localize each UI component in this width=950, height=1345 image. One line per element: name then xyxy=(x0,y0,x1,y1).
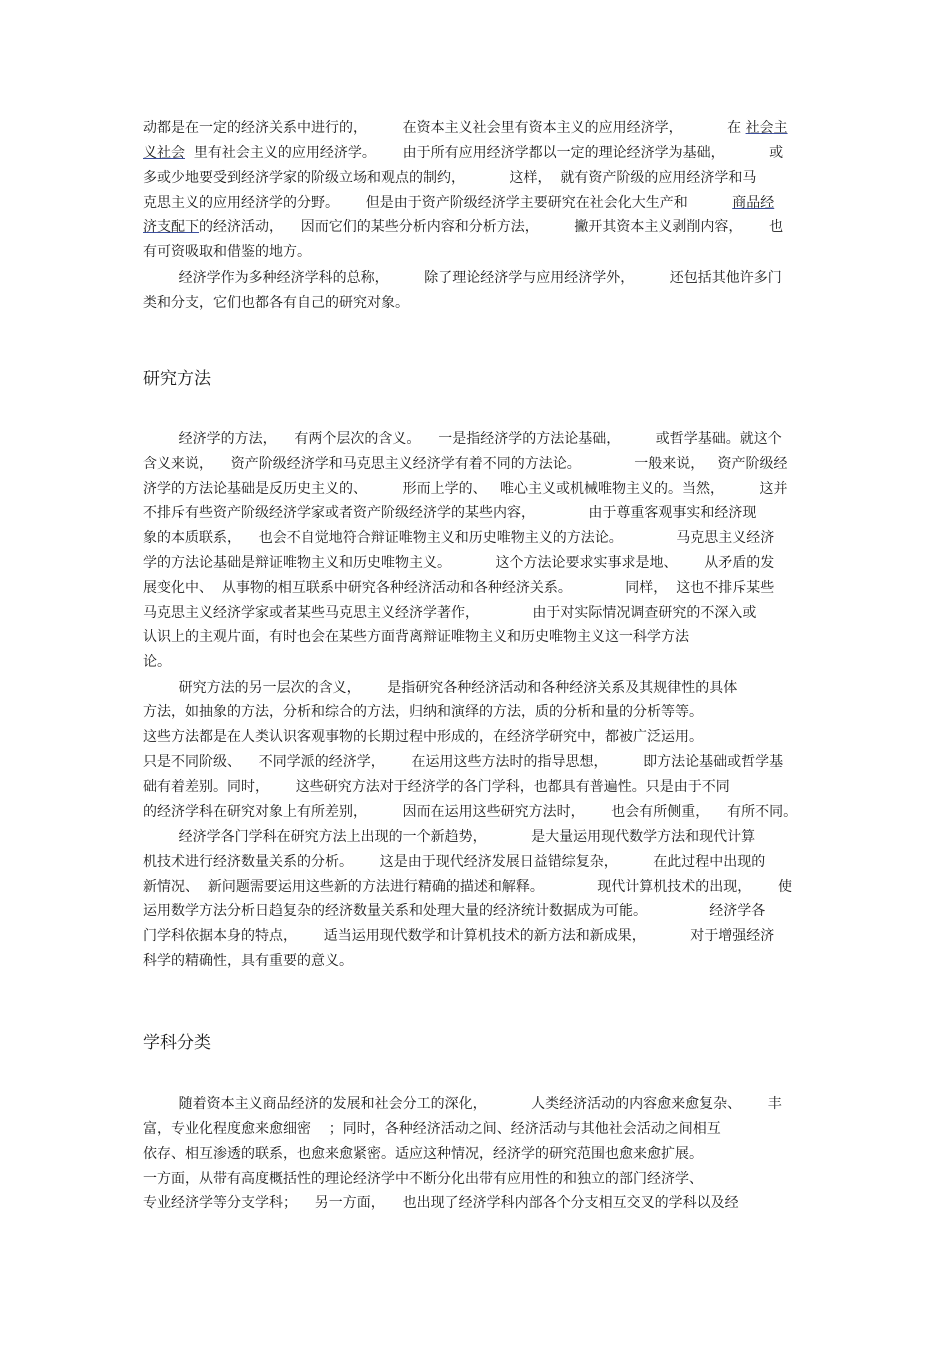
text-segment: 含义来说， 资产阶级经济学和马克思主义经济学有着不同的方法论。 一般来说， 资产阶级经 xyxy=(143,456,788,472)
text-line xyxy=(143,116,813,140)
text-segment: 认识上的主观片面，有时也会在某些方面背离辩证唯物主义和历史唯物主义这一科学方法 xyxy=(143,629,689,645)
text-line xyxy=(143,551,813,575)
text-segment: 的经济活动， 因而它们的某些分析内容和分析方法， 撇开其资本主义剥削内容， 也 xyxy=(199,219,784,235)
text-line xyxy=(143,1191,813,1215)
text-line xyxy=(143,924,813,948)
text-line xyxy=(143,899,813,923)
text-segment: 象的本质联系， 也会不自觉地符合辩证唯物主义和历史唯物主义的方法论。 马克思主义经济 xyxy=(143,530,775,546)
text-line xyxy=(143,725,813,749)
text-line xyxy=(143,850,813,874)
text-line xyxy=(143,875,813,899)
text-segment: 专业经济学等分支学科； 另一方面， 也出现了经济学科内部各个分支相互交叉的学科以及经 xyxy=(143,1195,739,1211)
text-line xyxy=(143,266,813,290)
text-segment: 经济学作为多种经济学科的总称， 除了理论经济学与应用经济学外， 还包括其他许多门 xyxy=(143,270,782,286)
hyperlink[interactable]: 社会主 xyxy=(745,120,788,136)
text-line xyxy=(143,141,813,165)
text-line xyxy=(143,775,813,799)
text-line xyxy=(143,1167,813,1191)
text-line xyxy=(143,526,813,550)
text-segment: 机技术进行经济数量关系的分析。 这是由于现代经济发展日益错综复杂， 在此过程中出现的 xyxy=(143,854,766,870)
text-line xyxy=(143,1142,813,1166)
section-heading-classification: 学科分类 xyxy=(143,1033,211,1053)
text-segment: 类和分支，它们也都各有自己的研究对象。 xyxy=(143,295,409,311)
text-segment: 学的方法论基础是辩证唯物主义和历史唯物主义。 这个方法论要求实事求是地、 从矛盾的发 xyxy=(143,555,775,571)
text-segment: 不排斥有些资产阶级经济学家或者资产阶级经济学的某些内容， 由于尊重客观事实和经济现 xyxy=(143,505,757,521)
text-line xyxy=(143,601,813,625)
text-line xyxy=(143,949,813,973)
text-segment: 一方面，从带有高度概括性的理论经济学中不断分化出带有应用性的和独立的部门经济学、 xyxy=(143,1171,703,1187)
text-segment: 论。 xyxy=(143,654,171,670)
text-segment: 础有着差别。同时， 这些研究方法对于经济学的各门学科，也都具有普遍性。只是由于不同 xyxy=(143,779,730,795)
hyperlink[interactable]: 义社会 xyxy=(143,145,185,161)
text-line xyxy=(143,700,813,724)
text-segment: 经济学各门学科在研究方法上出现的一个新趋势， 是大量运用现代数学方法和现代计算 xyxy=(143,829,756,845)
text-segment: 只是不同阶级、 不同学派的经济学， 在运用这些方法时的指导思想， 即方法论基础或哲学基 xyxy=(143,754,784,770)
hyperlink[interactable]: 商品经 xyxy=(732,195,775,211)
text-segment: 马克思主义经济学家或者某些马克思主义经济学著作， 由于对实际情况调查研究的不深入或 xyxy=(143,605,757,621)
text-segment: 有可资吸取和借鉴的地方。 xyxy=(143,244,311,260)
text-line xyxy=(143,166,813,190)
text-line xyxy=(143,427,813,451)
text-segment: 方法，如抽象的方法，分析和综合的方法，归纳和演绎的方法，质的分析和量的分析等等。 xyxy=(143,704,703,720)
text-line xyxy=(143,1117,813,1141)
text-line xyxy=(143,800,813,824)
text-segment: 研究方法的另一层次的含义， 是指研究各种经济活动和各种经济关系及其规律性的具体 xyxy=(143,680,738,696)
text-segment: 的经济学科在研究对象上有所差别， 因而在运用这些研究方法时， 也会有所侧重， 有所不同。 xyxy=(143,804,798,820)
section-heading-methods: 研究方法 xyxy=(143,369,211,389)
text-segment: 富，专业化程度愈来愈细密 ；同时，各种经济活动之间、经济活动与其他社会活动之间相互 xyxy=(143,1121,721,1137)
hyperlink[interactable]: 济支配下 xyxy=(143,219,199,235)
text-segment: 经济学的方法， 有两个层次的含义。 一是指经济学的方法论基础， 或哲学基础。就这个 xyxy=(143,431,782,447)
text-segment: 展变化中、 从事物的相互联系中研究各种经济活动和各种经济关系。 同样， 这也不排斥某些 xyxy=(143,580,775,596)
text-segment: 多或少地要受到经济学家的阶级立场和观点的制约， 这样， 就有资产阶级的应用经济学和马 xyxy=(143,170,757,186)
text-line xyxy=(143,501,813,525)
text-line xyxy=(143,625,813,649)
text-line xyxy=(143,750,813,774)
text-line xyxy=(143,240,813,264)
text-segment: 科学的精确性，具有重要的意义。 xyxy=(143,953,353,969)
text-segment: 里有社会主义的应用经济学。 由于所有应用经济学都以一定的理论经济学为基础， 或 xyxy=(185,145,784,161)
text-line xyxy=(143,650,813,674)
text-segment: 济学的方法论基础是反历史主义的、 形而上学的、 唯心主义或机械唯物主义的。当然， 这并 xyxy=(143,481,788,497)
text-line xyxy=(143,576,813,600)
text-segment: 新情况、 新问题需要运用这些新的方法进行精确的描述和解释。 现代计算机技术的出现， 使 xyxy=(143,879,793,895)
text-segment: 门学科依据本身的特点， 适当运用现代数学和计算机技术的新方法和新成果， 对于增强经济 xyxy=(143,928,775,944)
text-segment: 依存、相互渗透的联系，也愈来愈紧密。适应这种情况，经济学的研究范围也愈来愈扩展。 xyxy=(143,1146,703,1162)
text-line xyxy=(143,477,813,501)
text-segment: 随着资本主义商品经济的发展和社会分工的深化， 人类经济活动的内容愈来愈复杂、 丰 xyxy=(143,1096,782,1112)
text-line xyxy=(143,452,813,476)
text-line xyxy=(143,215,813,239)
text-line xyxy=(143,191,813,215)
text-line xyxy=(143,1092,813,1116)
text-segment: 这些方法都是在人类认识客观事物的长期过程中形成的，在经济学研究中，都被广泛运用。 xyxy=(143,729,703,745)
text-line xyxy=(143,825,813,849)
text-line xyxy=(143,676,813,700)
text-segment: 克思主义的应用经济学的分野。 但是由于资产阶级经济学主要研究在社会化大生产和 xyxy=(143,195,733,211)
text-line xyxy=(143,291,813,315)
text-segment: 动都是在一定的经济关系中进行的， 在资本主义社会里有资本主义的应用经济学， 在 xyxy=(143,120,746,136)
text-segment: 运用数学方法分析日趋复杂的经济数量关系和处理大量的经济统计数据成为可能。 经济学各 xyxy=(143,903,766,919)
